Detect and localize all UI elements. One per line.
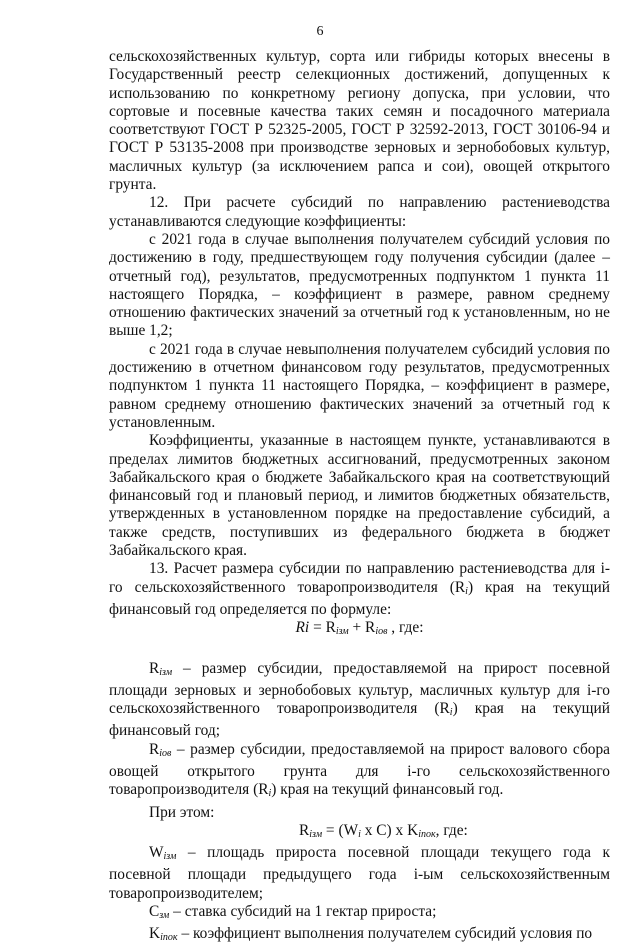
- definition-riov: $R_{iов}$ – размер субсидии, предоставляемой на прирост валового сбора овощей открытого грунта для i-го сельскохозяйственного товаропроизводителя $(R_i)$ края на текущий финансовый год.: [109, 740, 610, 800]
- pri-etom: При этом:: [149, 803, 215, 821]
- definition-c: $C_{зм}$ – ставка субсидий на 1 гектар прироста;: [149, 903, 437, 922]
- paragraph-coef-limits: Коэффициенты, указанные в настоящем пункте, устанавливаются в пределах лимитов бюджетных ассигнований, предусмотренных законом Забайкальского края о бюджете Забайкальского края на соответствующий финансовый год и плановый период, и лимитов бюджетных обязательств, утвержденных в установленном порядке на предоставление субсидий, а также средств, поступивших из федерального бюджета в бюджет Забайкальского края.: [109, 432, 610, 560]
- page-number: 6: [316, 24, 324, 39]
- paragraph-item-12: 12. При расчете субсидий по направлению растениеводства устанавливаются следующие коэффициенты:: [109, 194, 610, 230]
- definition-w: $W_{iзм}$ – площадь прироста посевной площади текущего года к посевной площади предыдущего года i-ым сельскохозяйственным товаропроизводителем;: [109, 844, 610, 902]
- formula-total: $Ri = R_{iзм} + R_{iов}$ , где:: [295, 619, 424, 638]
- formula-rizm: $R_{iзм} = (W_i$ x C) x $K_{iпок}$, где:: [299, 821, 468, 840]
- paragraph-item-13: 13. Расчет размера субсидии по направлению растениеводства для i-го сельскохозяйственного товаропроизводителя $(R_i)$ края на текущий финансовый год определяется по формуле:: [109, 560, 610, 618]
- spacer: [109, 642, 610, 660]
- definition-rizm: $R_{iзм}$ – размер субсидии, предоставляемой на прирост посевной площади зерновых и зернобобовых культур, масличных культур для i-го сельскохозяйственного товаропроизводителя $(R_i)$ края на текущий финансовый год;: [109, 659, 611, 740]
- paragraph-coef-unfulfilled: с 2021 года в случае невыполнения получателем субсидий условия по достижению в отчетном финансовом году результатов, предусмотренных подпунктом 1 пункта 11 настоящего Порядка, – коэффициент в размере, равном среднему отношению фактических значений за отчетный год к установленным.: [109, 340, 610, 431]
- document-body: [109, 48, 610, 948]
- paragraph-continuation: сельскохозяйственных культур, сорта или гибриды которых внесены в Государственный реестр селекционных достижений, допущенных к использованию по конкретному региону допуска, при условии, что сортовые и посевные качества таких семян и посадочного материала соответствуют ГОСТ Р 52325-2005, ГОСТ Р 32592-2013, ГОСТ 30106-94 и ГОСТ Р 53135-2008 при производстве зерновых и зернобобовых культур, масличных культур (за исключением рапса и сои), овощей открытого грунта.: [109, 48, 610, 194]
- paragraph-coef-fulfilled: с 2021 года в случае выполнения получателем субсидий условия по достижению в году, предшествующем году получения субсидии (далее – отчетный год), результатов, предусмотренных подпунктом 1 пункта 11 настоящего Порядка, – коэффициент в размере, равном среднему отношению фактических значений за отчетный год к установленным, но не выше 1,2;: [109, 230, 610, 340]
- definition-k: $K_{iпок}$ – коэффициент выполнения получателем субсидий условия по: [149, 925, 593, 944]
